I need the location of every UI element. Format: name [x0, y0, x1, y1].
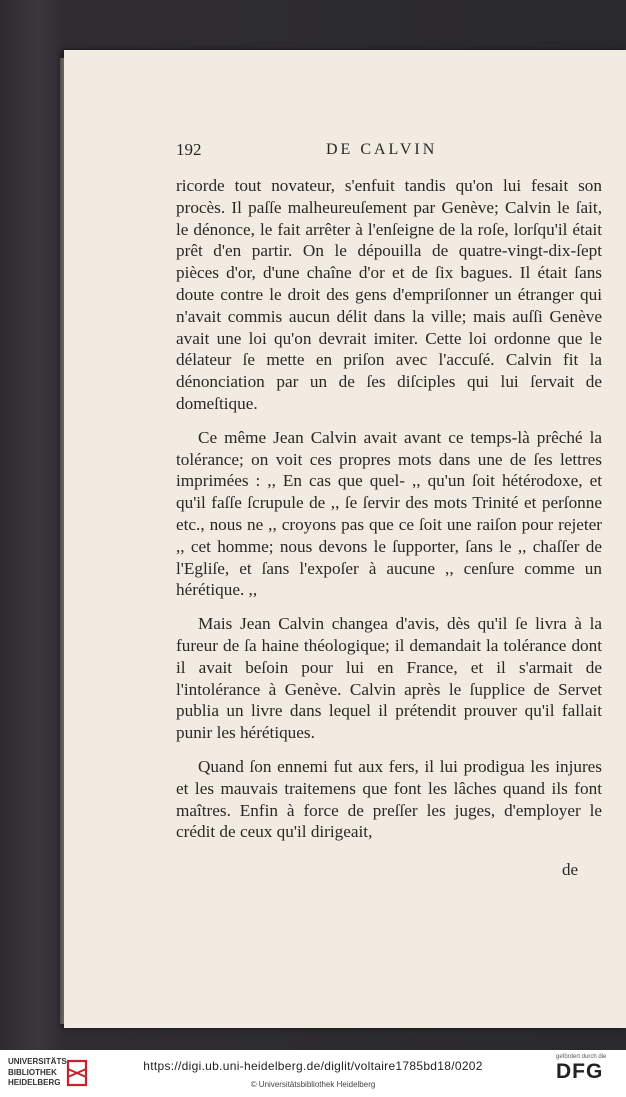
paragraph: Quand ſon ennemi fut aux fers, il lui prodigua les injures et les mauvais traitemens que font les lâches quand ils font maîtres. Enfin à force de preſſer les juges, d'employer le crédit de ceux qu'il dirigeait, — [176, 756, 602, 842]
copyright-notice: © Universitätsbibliothek Heidelberg — [250, 1080, 376, 1089]
document-url-link[interactable]: https://digi.ub.uni-heidelberg.de/diglit/voltaire1785bd18/0202 — [143, 1059, 483, 1073]
dfg-logo: DFG — [556, 1060, 604, 1083]
page-body — [176, 175, 602, 843]
library-name: UNIVERSITÄTS- BIBLIOTHEK HEIDELBERG — [8, 1057, 70, 1087]
paragraph: Ce même Jean Calvin avait avant ce temps-là prêché la tolérance; on voit ces propres mots dans une de ſes lettres imprimées : ,, En cas que quel- ,, qu'un ſoit hétérodoxe, et qu'il faſſe ſcrupule de ,, ſe ſervir des mots Trinité et perſonne etc., nous ne ,, croyons pas que ce ſoit une raiſon pour rejeter ,, cet homme; nous devons le ſupporter, ſans le ,, chaſſer de l'Egliſe, et ſans l'expoſer à aucune ,, cenſure comme un hérétique. ,, — [176, 427, 602, 600]
catchword: de — [562, 860, 579, 879]
funder-label: gefördert durch die — [556, 1054, 607, 1060]
running-title: DE CALVIN — [326, 141, 438, 158]
paragraph: Mais Jean Calvin changea d'avis, dès qu'il ſe livra à la fureur de ſa haine théologique; il demandait la tolérance dont il avait beſoin pour lui en France, et il s'armait de l'intolérance à Genève. Calvin après le ſupplice de Servet publia un livre dans lequel il prétendit prouver qu'il fallait punir les hérétiques. — [176, 614, 602, 743]
funder-badge[interactable] — [556, 1054, 616, 1084]
viewer-footer — [0, 1050, 626, 1097]
page-number: 192 — [176, 140, 202, 159]
paragraph: ricorde tout novateur, s'enfuit tandis qu'on lui fesait son procès. Il paſſe malheureuſement par Genève; Calvin le ſait, le dénonce, le fait arrêter à l'enſeigne de la roſe, lorſqu'il était prêt d'en partir. On le dépouilla de quatre-vingt-dix-ſept pièces d'or, d'une chaîne d'or et de ſix bagues. Il était ſans doute contre le droit des gens d'empriſonner un étranger qui n'avait commis aucun délit dans la ville; mais auſſi Genève avait une loi qu'on devrait imiter. Cette loi ordonne que le délateur ſe mette en priſon avec l'accuſé. Calvin fit la dénonciation par un de ſes diſciples qui lui ſervait de domeſtique. — [176, 176, 602, 413]
